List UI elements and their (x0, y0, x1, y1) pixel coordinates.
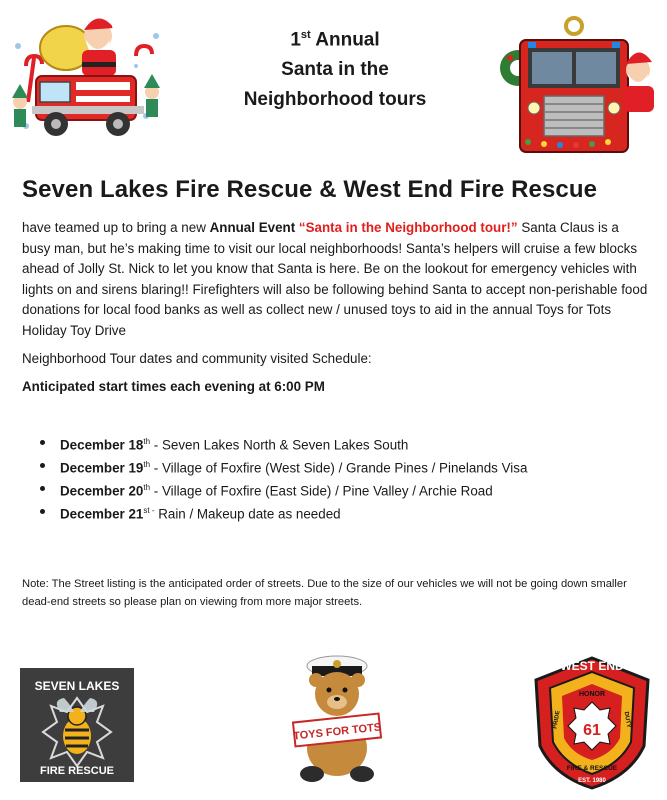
svg-text:DUTY: DUTY (622, 711, 632, 729)
list-item: December 18th - Seven Lakes North & Seven Lakes South (40, 432, 527, 455)
svg-text:SEVEN LAKES: SEVEN LAKES (34, 679, 120, 693)
santa-firetruck-clipart (6, 6, 166, 156)
event-name: “Santa in the Neighborhood tour!” (298, 220, 518, 235)
list-item: December $21^{st -}$ Rain / Makeup date as needed (40, 501, 527, 524)
firetruck-front-clipart (488, 12, 660, 162)
svg-text:EST. 1980: EST. 1980 (578, 778, 606, 784)
tour-dates-list (40, 432, 527, 524)
schedule-intro: Neighborhood Tour dates and community visited Schedule: (22, 351, 372, 366)
svg-text:61: 61 (583, 722, 601, 739)
svg-text:HONOR: HONOR (578, 691, 606, 698)
main-heading: Seven Lakes Fire Rescue & West End Fire Rescue (22, 176, 598, 203)
list-item: December 19th - Village of Foxfire (West Side) / Grande Pines / Pinelands Visa (40, 455, 527, 478)
note-paragraph: Note: The Street listing is the anticipated order of streets. Due to the size of our vehicles we will not be going down smaller dead-end streets so please plan on viewing from more major streets. (22, 578, 627, 608)
start-times: Anticipated start times each evening at 6:00 PM (22, 379, 325, 394)
svg-text:FIRE RESCUE: FIRE RESCUE (40, 765, 114, 777)
toys-for-tots-bear (282, 648, 392, 788)
list-item: December 20th - Village of Foxfire (East Side) / Pine Valley / Archie Road (40, 478, 527, 501)
svg-text:FIRE & RESCUE: FIRE & RESCUE (566, 765, 618, 772)
seven-lakes-logo (20, 668, 134, 782)
svg-text:WEST END: WEST END (560, 659, 624, 673)
west-end-badge (530, 656, 654, 790)
svg-text:PRIDE: PRIDE (552, 710, 562, 730)
header-line-3: Neighborhood tours (243, 89, 427, 111)
header-line-1: 1st Annual (290, 29, 380, 51)
intro-paragraph: have teamed up to bring a new Annual Event “Santa in the Neighborhood tour!” Santa Claus is a busy man, but he’s making time to visit our local neighborhoods! Santa’s helpers will cruise a few blocks ahead of Jolly St. Nick to let you know that Santa is here. Be on the lookout for emergency vehicles with lights on and sirens blaring!! Firefighters will also be following behind Santa to accept non-perishable food donations for local food banks as well as collect new / unused toys to aid in the annual Toys for Tots Holiday Toy Drive (22, 220, 648, 338)
header-title (180, 20, 490, 115)
header-line-2: Santa in the (281, 59, 389, 81)
svg-text:TOYS FOR TOTS: TOYS FOR TOTS (292, 721, 382, 743)
